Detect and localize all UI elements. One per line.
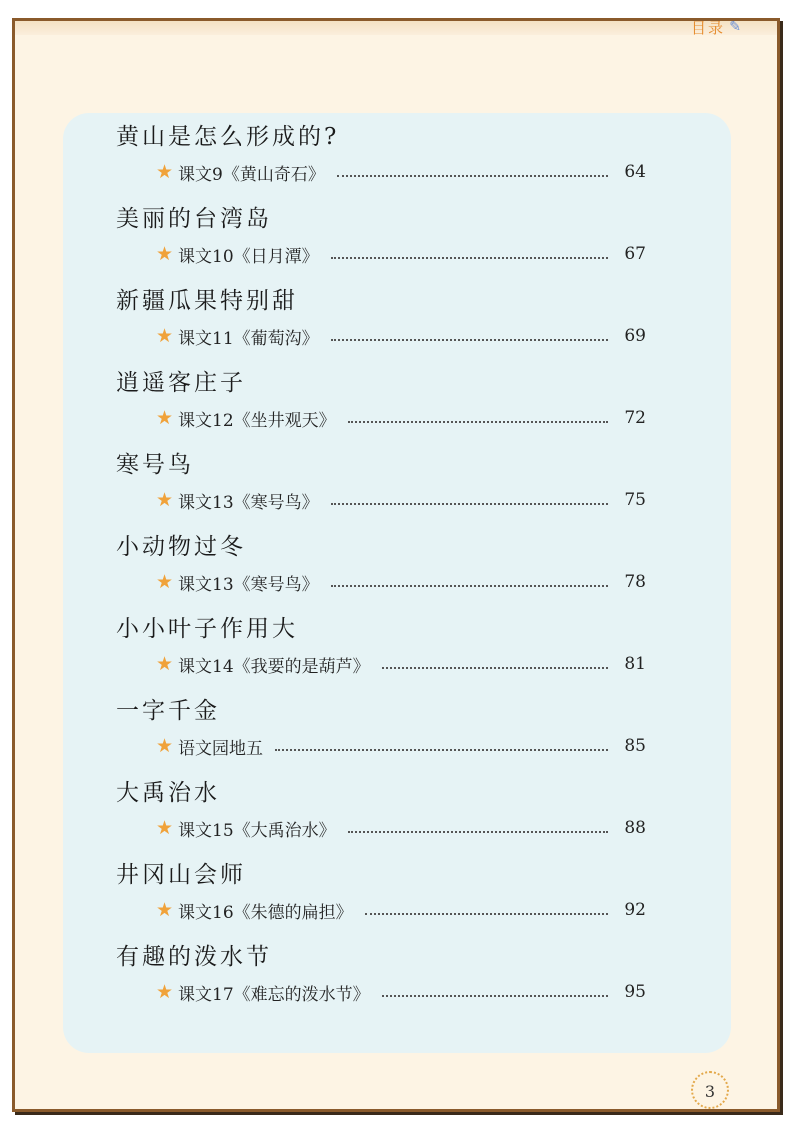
topic-title: 小动物过冬 (116, 534, 246, 560)
toc-entry (116, 450, 646, 532)
page-ref: 95 (624, 982, 646, 1002)
dot-leader (331, 502, 608, 505)
star-icon: ★ (156, 242, 174, 265)
topic-title: 小小叶子作用大 (116, 616, 298, 642)
lesson-title: 课文13《寒号鸟》 (178, 574, 319, 595)
lesson-title: 语文园地五 (178, 738, 264, 759)
lesson-title: 课文10《日月潭》 (178, 246, 319, 267)
page-ref: 69 (624, 326, 646, 346)
toc-entry (116, 368, 646, 450)
toc-link[interactable] (156, 732, 646, 760)
lesson-title: 课文9《黄山奇石》 (178, 164, 325, 185)
toc-entry (116, 204, 646, 286)
dot-leader (348, 830, 608, 833)
toc-link[interactable] (156, 896, 646, 924)
page-number: 3 (691, 1071, 729, 1109)
toc-link[interactable] (156, 814, 646, 842)
toc-entry (116, 286, 646, 368)
star-icon: ★ (156, 980, 174, 1003)
page-ref: 72 (624, 408, 646, 428)
topic-title: 逍遥客庄子 (116, 370, 246, 396)
star-icon: ★ (156, 734, 174, 757)
page-ref: 81 (624, 654, 646, 674)
toc-entry (116, 942, 646, 1024)
star-icon: ★ (156, 898, 174, 921)
page-ref: 88 (624, 818, 646, 838)
dot-leader (382, 994, 608, 997)
toc-link[interactable] (156, 322, 646, 350)
topic-title: 新疆瓜果特别甜 (116, 288, 298, 314)
topic-title: 井冈山会师 (116, 862, 246, 888)
toc-link[interactable] (156, 404, 646, 432)
dot-leader (337, 174, 608, 177)
topic-title: 一字千金 (116, 698, 220, 724)
toc-entry (116, 122, 646, 204)
toc-entry (116, 778, 646, 860)
star-icon: ★ (156, 324, 174, 347)
topic-title: 有趣的泼水节 (116, 944, 272, 970)
dot-leader (348, 420, 608, 423)
page-ref: 78 (624, 572, 646, 592)
lesson-title: 课文12《坐井观天》 (178, 410, 336, 431)
dot-leader (382, 666, 608, 669)
star-icon: ★ (156, 488, 174, 511)
lesson-title: 课文17《难忘的泼水节》 (178, 984, 370, 1005)
lesson-title: 课文11《葡萄沟》 (178, 328, 319, 349)
toc-link[interactable] (156, 568, 646, 596)
topic-title: 黄山是怎么形成的? (116, 124, 340, 150)
toc-link[interactable] (156, 486, 646, 514)
toc-link[interactable] (156, 650, 646, 678)
toc-link[interactable] (156, 978, 646, 1006)
topic-title: 大禹治水 (116, 780, 220, 806)
toc-entry (116, 532, 646, 614)
lesson-title: 课文16《朱德的扁担》 (178, 902, 353, 923)
star-icon: ★ (156, 160, 174, 183)
toc-entry (116, 860, 646, 942)
dot-leader (331, 338, 608, 341)
page-ref: 64 (624, 162, 646, 182)
section-header: 目录 (690, 19, 725, 37)
lesson-title: 课文14《我要的是葫芦》 (178, 656, 370, 677)
star-icon: ★ (156, 570, 174, 593)
page-ref: 92 (624, 900, 646, 920)
pencil-icon: ✎ (729, 19, 741, 35)
star-icon: ★ (156, 406, 174, 429)
toc-entry (116, 614, 646, 696)
toc-entry (116, 696, 646, 778)
topic-title: 寒号鸟 (116, 452, 194, 478)
topic-title: 美丽的台湾岛 (116, 206, 272, 232)
dot-leader (365, 912, 608, 915)
table-of-contents (116, 122, 646, 1024)
dot-leader (275, 748, 608, 751)
toc-link[interactable] (156, 240, 646, 268)
top-strip (15, 21, 777, 35)
page-ref: 75 (624, 490, 646, 510)
dot-leader (331, 256, 608, 259)
star-icon: ★ (156, 652, 174, 675)
dot-leader (331, 584, 608, 587)
page-ref: 85 (624, 736, 646, 756)
page-ref: 67 (624, 244, 646, 264)
lesson-title: 课文13《寒号鸟》 (178, 492, 319, 513)
toc-link[interactable] (156, 158, 646, 186)
star-icon: ★ (156, 816, 174, 839)
lesson-title: 课文15《大禹治水》 (178, 820, 336, 841)
